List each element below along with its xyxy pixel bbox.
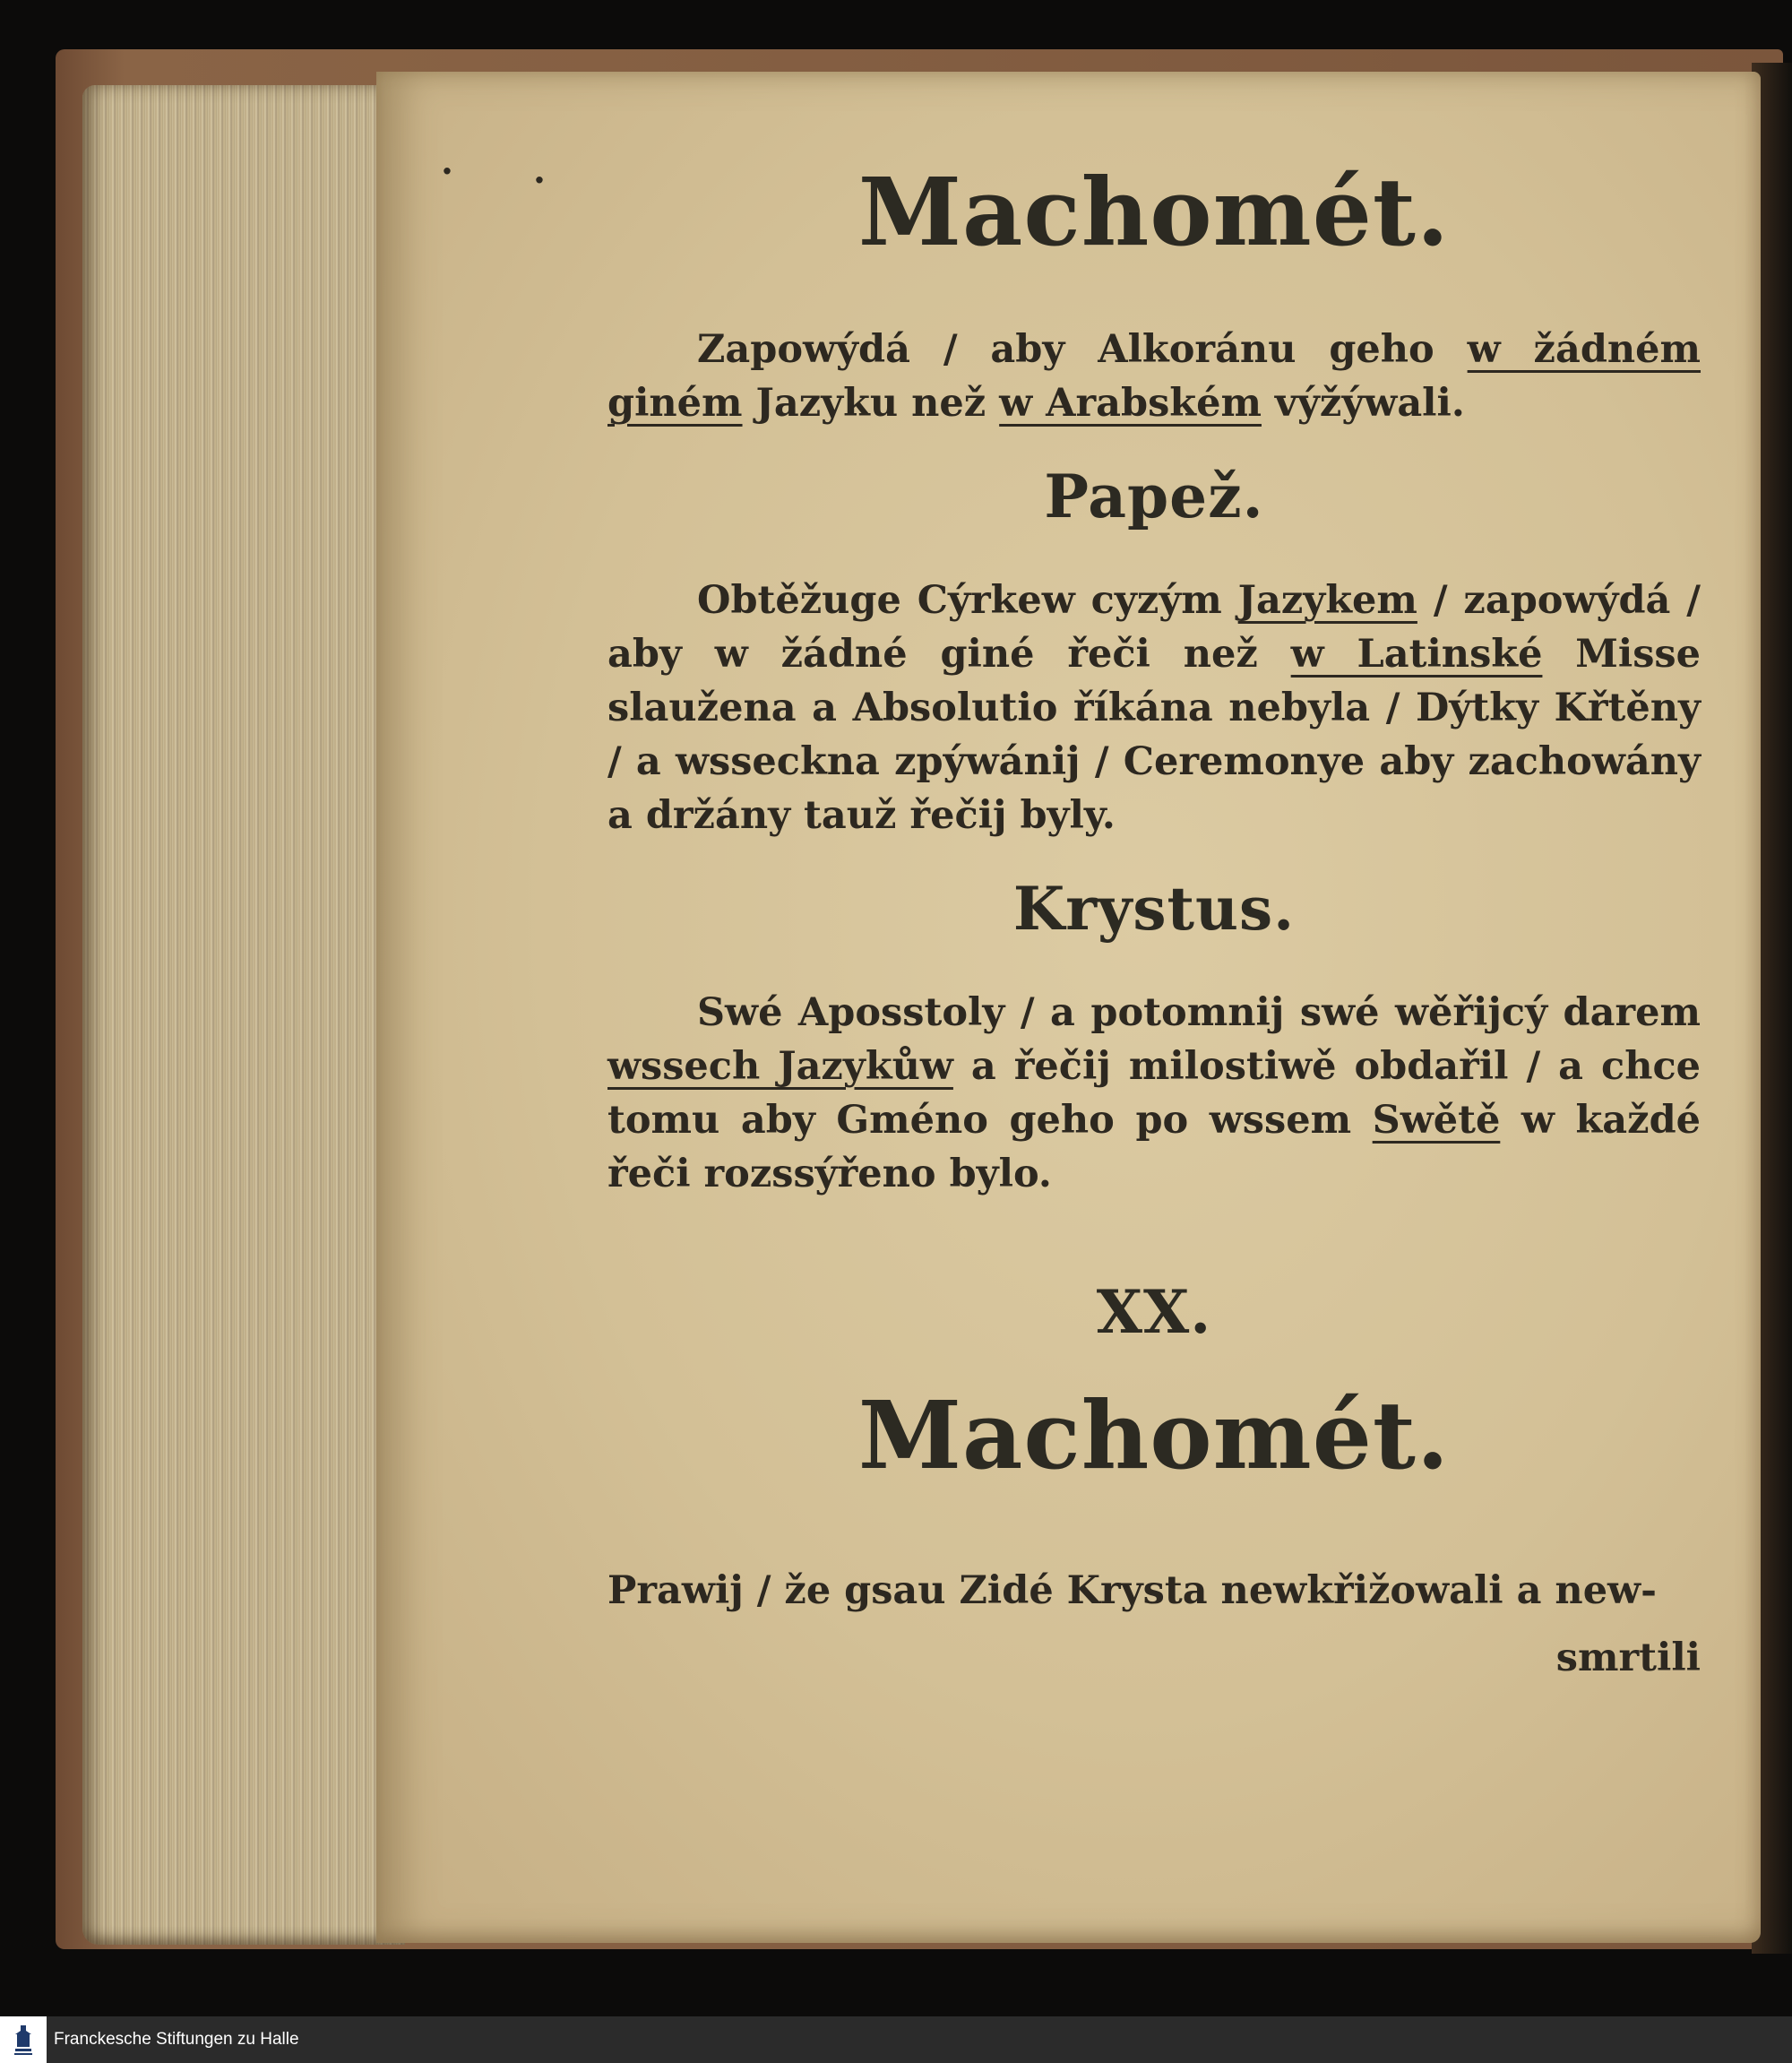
paragraph-machomet-1 bbox=[607, 323, 1701, 430]
underlined-text: w Arabském bbox=[999, 381, 1262, 426]
footer-bar bbox=[0, 2016, 1792, 2063]
text-run: Zapowýdá / aby Alkoránu geho bbox=[697, 327, 1468, 372]
heading-machomet-2: Machomét. bbox=[857, 1380, 1451, 1490]
paragraph-machomet-2: Prawij / že gsau Zidé Krysta newkřižowali a new- bbox=[607, 1568, 1657, 1613]
catchword: smrtili bbox=[1555, 1636, 1701, 1680]
text-run: výžýwali. bbox=[1261, 381, 1465, 426]
paragraph-papez bbox=[607, 574, 1701, 842]
text-run: / zapowýdá / aby w žádné giné řeči než bbox=[607, 578, 1701, 677]
underlined-text: wssech Jazykůw bbox=[607, 1044, 953, 1089]
text-run: Swé Aposstoly / a potomnij swé wěřijcý darem bbox=[697, 990, 1701, 1035]
underlined-text: w Latinské bbox=[1290, 632, 1543, 677]
text-run: Misse slaužena a Absolutio říkána nebyla / Dýtky Křtěny / a wsseckna zpýwánij / Ceremonye aby zachowány a držány tauž řečij byly. bbox=[607, 632, 1702, 838]
ink-mark: · bbox=[533, 160, 546, 202]
heading-machomet: Machomét. bbox=[857, 157, 1451, 267]
underlined-text: Jazykem bbox=[1237, 578, 1417, 623]
page-content bbox=[607, 72, 1701, 1943]
chapter-numeral: XX. bbox=[1096, 1277, 1212, 1347]
heading-papez: Papež. bbox=[1044, 462, 1264, 531]
text-run: Obtěžuge Cýrkew cyzým bbox=[697, 578, 1238, 623]
underlined-text: Swětě bbox=[1372, 1098, 1501, 1143]
page-edges bbox=[82, 85, 405, 1945]
text-run: Jazyku než bbox=[742, 381, 1000, 426]
ink-mark: · bbox=[441, 151, 453, 193]
institution-logo-icon bbox=[0, 2016, 47, 2063]
book-page bbox=[376, 72, 1761, 1943]
heading-krystus: Krystus. bbox=[1012, 874, 1296, 944]
underlined-text: w žádném giném bbox=[607, 327, 1702, 426]
text-run: a řečij milostiwě obdařil / a chce tomu aby Gméno geho po wssem bbox=[607, 1044, 1701, 1143]
paragraph-krystus bbox=[607, 986, 1701, 1201]
text-run: w každé řeči rozssýřeno bylo. bbox=[607, 1098, 1701, 1196]
footer-institution-name: Franckesche Stiftungen zu Halle bbox=[47, 2016, 1792, 2063]
